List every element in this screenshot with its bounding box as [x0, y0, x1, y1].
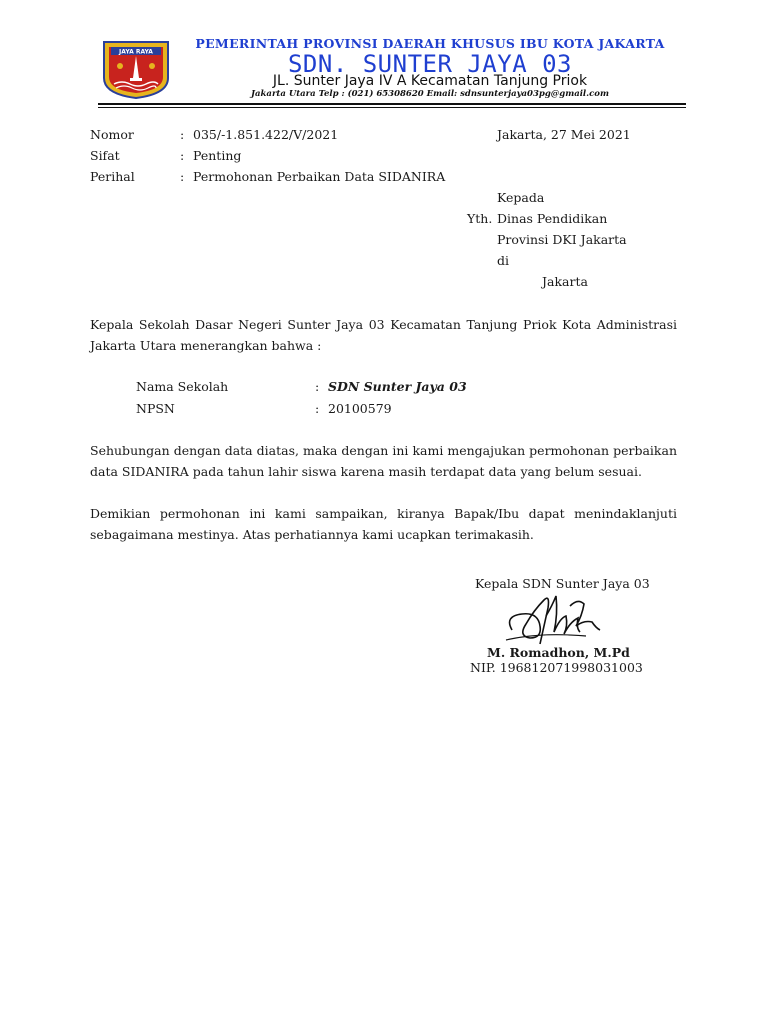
sifat-value: Penting — [193, 148, 242, 163]
nomor-value: 035/-1.851.422/V/2021 — [193, 127, 339, 142]
recipient-line1: Dinas Pendidikan — [497, 211, 608, 226]
place-date: Jakarta, 27 Mei 2021 — [497, 127, 631, 142]
intro-paragraph: Kepala Sekolah Dasar Negeri Sunter Jaya 03 Kecamatan Tanjung Priok Kota Administrasi Jakarta Utara menerangkan bahwa : — [90, 317, 677, 353]
nama-sekolah-value: SDN Sunter Jaya 03 — [328, 379, 467, 394]
letterhead-contact: Jakarta Utara Telp : (021) 65308620 Email: sdnsunterjaya03pg@gmail.com — [251, 89, 609, 99]
logo-motto: JAYA RAYA — [119, 48, 153, 56]
perihal-value: Permohonan Perbaikan Data SIDANIRA — [193, 169, 446, 184]
closing-paragraph: Demikian permohonan ini kami sampaikan, kiranya Bapak/Ibu dapat menindaklanjuti sebagaimana mestinya. Atas perhatiannya kami ucapkan terimakasih. — [90, 506, 677, 542]
perihal-label: Perihal — [90, 169, 135, 184]
nomor-label: Nomor — [90, 127, 134, 142]
perihal-colon: : — [180, 169, 185, 184]
recipient-kepada: Kepada — [497, 190, 545, 205]
recipient-line3: di — [497, 253, 509, 268]
jakarta-coat-of-arms-logo — [100, 38, 172, 100]
signatory-title: Kepala SDN Sunter Jaya 03 — [475, 576, 650, 591]
signatory-name: M. Romadhon, M.Pd — [487, 645, 630, 660]
recipient-line4: Jakarta — [542, 274, 588, 289]
nama-sekolah-label: Nama Sekolah — [136, 379, 229, 394]
request-paragraph: Sehubungan dengan data diatas, maka dengan ini kami mengajukan permohonan perbaikan data SIDANIRA pada tahun lahir siswa karena masih terdapat data yang belum sesuai. — [90, 443, 677, 479]
npsn-colon: : — [315, 401, 320, 416]
letterhead-divider-thin — [98, 107, 686, 108]
letterhead-divider-thick — [98, 103, 686, 105]
sifat-colon: : — [180, 148, 185, 163]
recipient-yth: Yth. — [467, 211, 493, 226]
recipient-line2: Provinsi DKI Jakarta — [497, 232, 627, 247]
signatory-nip: NIP. 196812071998031003 — [470, 660, 643, 675]
nomor-colon: : — [180, 127, 185, 142]
npsn-value: 20100579 — [328, 401, 392, 416]
npsn-label: NPSN — [136, 401, 175, 416]
sifat-label: Sifat — [90, 148, 120, 163]
nama-sekolah-colon: : — [315, 379, 320, 394]
letterhead-school-name: SDN. SUNTER JAYA 03 — [287, 50, 573, 78]
letterhead-government: PEMERINTAH PROVINSI DAERAH KHUSUS IBU KOTA JAKARTA — [195, 36, 665, 51]
letterhead-address: JL. Sunter Jaya IV A Kecamatan Tanjung Priok — [272, 73, 588, 89]
